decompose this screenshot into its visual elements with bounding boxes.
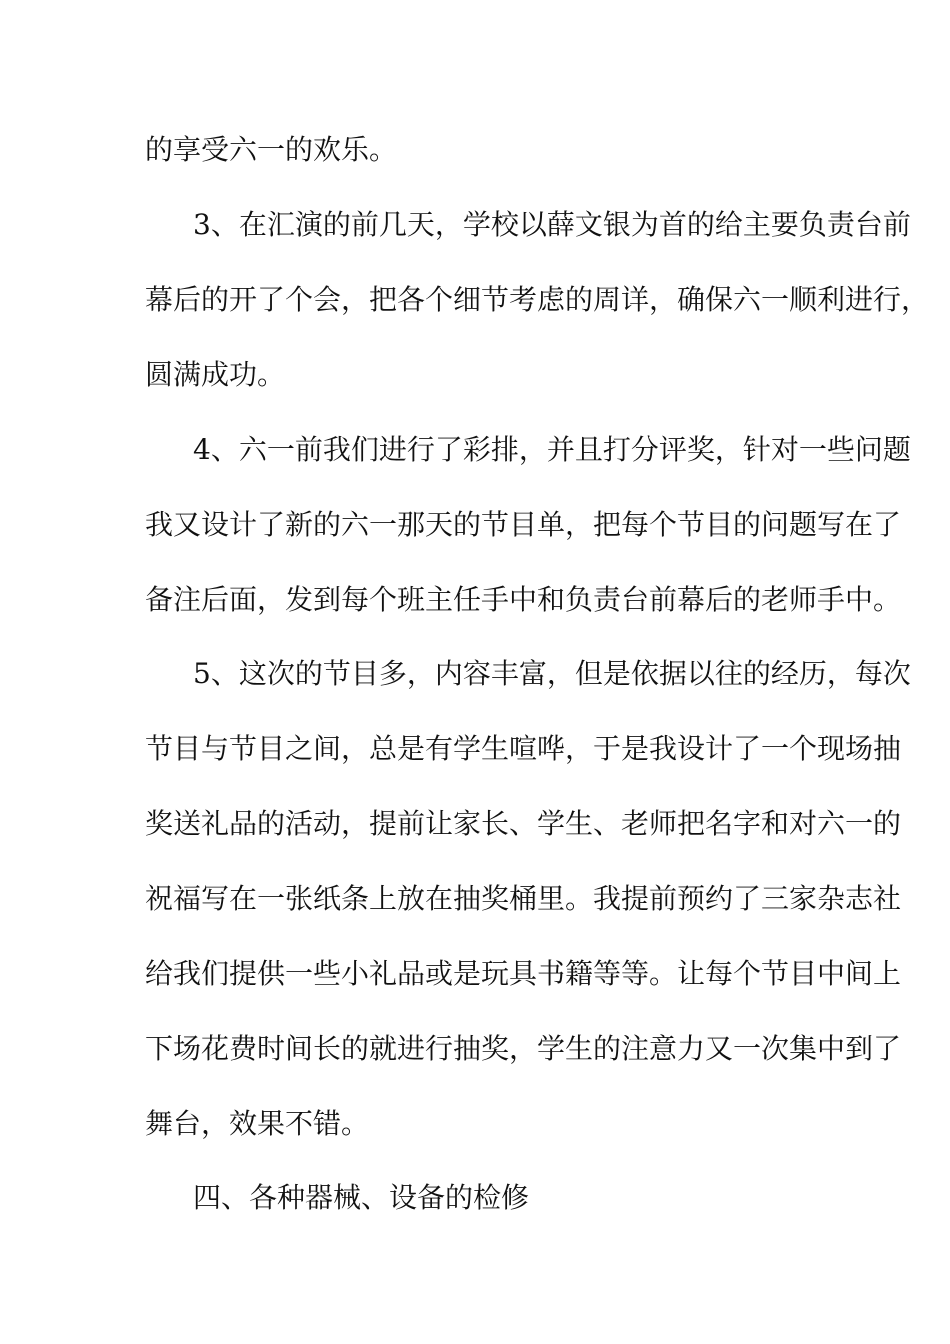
text-line: 备注后面，发到每个班主任手中和负责台前幕后的老师手中。 bbox=[145, 583, 902, 616]
text-line: 节目与节目之间，总是有学生喧哗，于是我设计了一个现场抽 bbox=[145, 732, 902, 765]
text-line: 祝福写在一张纸条上放在抽奖桶里。我提前预约了三家杂志社 bbox=[145, 882, 902, 915]
section-heading: 四、各种器械、设备的检修 bbox=[193, 1181, 530, 1214]
text-line: 下场花费时间长的就进行抽奖，学生的注意力又一次集中到了 bbox=[145, 1032, 902, 1065]
paragraph-4-start: 4、六一前我们进行了彩排，并且打分评奖，针对一些问题 bbox=[193, 433, 911, 466]
text-line: 圆满成功。 bbox=[145, 358, 286, 391]
paragraph-5-start: 5、这次的节目多，内容丰富，但是依据以往的经历，每次 bbox=[193, 657, 911, 690]
paragraph-3-start: 3、在汇演的前几天，学校以薛文银为首的给主要负责台前 bbox=[193, 208, 911, 241]
text-line: 舞台，效果不错。 bbox=[145, 1107, 370, 1140]
text-line: 我又设计了新的六一那天的节目单，把每个节目的问题写在了 bbox=[145, 508, 902, 541]
text-line: 幕后的开了个会，把各个细节考虑的周详，确保六一顺利进行， bbox=[145, 283, 930, 316]
text-line: 奖送礼品的活动，提前让家长、学生、老师把名字和对六一的 bbox=[145, 807, 902, 840]
text-line: 给我们提供一些小礼品或是玩具书籍等等。让每个节目中间上 bbox=[145, 957, 902, 990]
text-line: 的享受六一的欢乐。 bbox=[145, 133, 398, 166]
